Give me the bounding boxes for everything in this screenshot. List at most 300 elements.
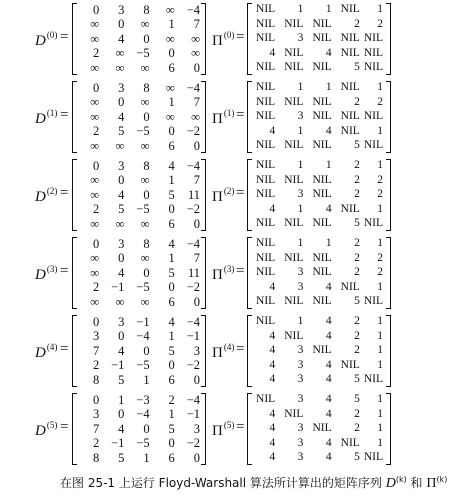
matrix-cell: −1 [186, 407, 200, 422]
matrix-cell: 5 [354, 393, 360, 406]
matrix-cell: ∞ [90, 31, 100, 46]
matrix-cell: 5 [118, 450, 125, 465]
distance-matrix-grid [76, 3, 202, 75]
matrix-cell: NIL [340, 202, 360, 215]
matrix-cell: 0 [193, 450, 200, 465]
matrix-cell: 0 [92, 80, 100, 95]
d-equals-sign: = [60, 29, 69, 45]
matrix-cell: 1 [143, 450, 150, 465]
matrix-cell: NIL [340, 124, 360, 137]
d-superscript: (4) [46, 342, 58, 352]
matrix-cell: −4 [186, 158, 200, 173]
distance-matrix-grid [76, 315, 202, 387]
matrix-cell: 0 [92, 2, 100, 17]
matrix-cell: 2 [377, 188, 383, 201]
d-symbol: D [35, 267, 46, 283]
predecessor-matrix [247, 81, 391, 153]
matrix-cell: −2 [186, 124, 200, 139]
matrix-cell: NIL [284, 139, 304, 152]
matrix-cell: 1 [377, 315, 383, 328]
matrix-cell: 5 [354, 217, 360, 230]
matrix-cell: 7 [193, 95, 200, 110]
matrix-cell: 2 [354, 266, 360, 279]
matrix-cell: 5 [354, 295, 360, 308]
matrix-cell: 4 [325, 436, 332, 449]
matrix-cell: 2 [354, 422, 360, 435]
matrix-cell: 1 [377, 422, 383, 435]
matrix-cell: 4 [269, 422, 276, 435]
matrix-cell: NIL [340, 436, 360, 449]
caption-p-symbol: Π [426, 476, 437, 491]
matrix-cell: 4 [269, 124, 276, 137]
d-symbol: D [35, 33, 46, 49]
matrix-cell: 1 [297, 202, 304, 215]
pi-symbol: Π [212, 189, 223, 205]
matrix-cell: 3 [193, 343, 200, 358]
matrix-cell: NIL [256, 266, 276, 279]
caption-text: 在图 25-1 上运行 Floyd-Warshall 算法所计算出的矩阵序列 [60, 476, 386, 490]
pi-equals-sign: = [236, 29, 245, 45]
matrix-cell: 1 [377, 344, 383, 357]
d-superscript: (3) [46, 264, 58, 274]
matrix-cell: 4 [269, 329, 276, 342]
matrix-cell: NIL [363, 217, 383, 230]
matrix-cell: ∞ [115, 294, 125, 309]
d-matrix-label [35, 342, 57, 362]
matrix-cell: ∞ [191, 46, 200, 61]
predecessor-matrix-grid [251, 81, 387, 153]
matrix-cell: NIL [340, 3, 360, 16]
pi-matrix-label [212, 342, 234, 362]
predecessor-matrix [247, 159, 391, 231]
matrix-cell: 4 [325, 451, 332, 464]
matrix-cell: 8 [92, 372, 100, 387]
matrix-cell: NIL [312, 32, 332, 45]
matrix-cell: NIL [340, 32, 360, 45]
matrix-cell: 6 [168, 216, 175, 231]
matrix-cell: −5 [136, 280, 150, 295]
d-equals-sign: = [60, 107, 69, 123]
matrix-cell: 4 [168, 236, 175, 251]
matrix-cell: 0 [118, 251, 125, 266]
matrix-cell: NIL [256, 393, 276, 406]
matrix-cell: NIL [312, 95, 332, 108]
matrix-cell: 4 [325, 280, 332, 293]
matrix-cell: NIL [256, 159, 276, 172]
pi-superscript: (3) [223, 264, 235, 274]
matrix-cell: 0 [118, 95, 125, 110]
matrix-cell: NIL [256, 81, 276, 94]
matrix-cell: 0 [193, 294, 200, 309]
matrix-cell: 4 [325, 315, 332, 328]
matrix-cell: 0 [143, 109, 150, 124]
matrix-cell: 8 [143, 2, 150, 17]
matrix-pair-5 [0, 390, 449, 466]
matrix-cell: 0 [168, 280, 175, 295]
matrix-cell: NIL [312, 110, 332, 123]
matrix-cell: 0 [168, 202, 175, 217]
matrix-cell: NIL [284, 46, 304, 59]
matrix-cell: 4 [269, 373, 276, 386]
matrix-cell: −2 [186, 280, 200, 295]
matrix-cell: 0 [193, 60, 200, 75]
matrix-cell: 1 [377, 3, 383, 16]
matrix-cell: 3 [297, 436, 304, 449]
d-symbol: D [35, 345, 46, 361]
matrix-cell: 0 [118, 173, 125, 188]
d-symbol: D [35, 189, 46, 205]
matrix-cell: 0 [143, 265, 150, 280]
distance-matrix-grid [76, 237, 202, 309]
matrix-cell: 2 [354, 188, 360, 201]
matrix-cell: NIL [312, 173, 332, 186]
matrix-cell: ∞ [140, 138, 150, 153]
pi-superscript: (0) [223, 30, 235, 40]
d-equals-sign: = [60, 185, 69, 201]
distance-matrix [72, 3, 206, 75]
matrix-cell: ∞ [90, 187, 100, 202]
matrix-cell: 3 [297, 373, 304, 386]
matrix-cell: 4 [325, 46, 332, 59]
matrix-cell: 1 [377, 407, 383, 420]
matrix-cell: 3 [297, 188, 304, 201]
matrix-cell: 1 [168, 17, 175, 32]
distance-matrix [72, 237, 206, 309]
matrix-cell: −5 [136, 358, 150, 373]
matrix-cell: NIL [256, 237, 276, 250]
matrix-cell: 5 [168, 421, 175, 436]
matrix-pair-0 [0, 0, 449, 76]
matrix-cell: 2 [354, 159, 360, 172]
matrix-cell: NIL [256, 3, 276, 16]
pi-matrix-label [212, 264, 234, 284]
matrix-cell: 1 [168, 329, 175, 344]
matrix-cell: ∞ [90, 17, 100, 32]
matrix-cell: 3 [118, 236, 125, 251]
matrix-cell: 1 [325, 159, 332, 172]
matrix-cell: 0 [118, 407, 125, 422]
matrix-cell: 0 [143, 421, 150, 436]
matrix-cell: 1 [118, 392, 125, 407]
matrix-cell: NIL [256, 217, 276, 230]
matrix-cell: 1 [297, 3, 304, 16]
matrix-cell: 2 [92, 280, 100, 295]
predecessor-matrix-grid [251, 237, 387, 309]
matrix-cell: 5 [354, 139, 360, 152]
pi-superscript: (4) [223, 342, 235, 352]
matrix-cell: 1 [377, 202, 383, 215]
matrix-cell: 8 [143, 158, 150, 173]
matrix-cell: ∞ [90, 109, 100, 124]
matrix-cell: 8 [143, 80, 150, 95]
matrix-cell: 2 [377, 251, 383, 264]
matrix-cell: 7 [193, 17, 200, 32]
d-matrix-label [35, 186, 57, 206]
matrix-cell: 2 [377, 95, 383, 108]
matrix-cell: 5 [118, 202, 125, 217]
matrix-cell: 4 [118, 187, 125, 202]
matrix-cell: NIL [363, 451, 383, 464]
caption-p-superscript: (k) [436, 475, 448, 484]
matrix-cell: 5 [354, 451, 360, 464]
matrix-cell: NIL [312, 295, 332, 308]
matrix-cell: 5 [354, 373, 360, 386]
matrix-cell: 1 [377, 159, 383, 172]
matrix-cell: 1 [325, 237, 332, 250]
matrix-cell: 1 [143, 372, 150, 387]
predecessor-matrix-grid [251, 159, 387, 231]
matrix-cell: 1 [168, 407, 175, 422]
matrix-cell: ∞ [165, 31, 175, 46]
matrix-cell: ∞ [90, 216, 100, 231]
pi-symbol: Π [212, 33, 223, 49]
matrix-cell: NIL [256, 315, 276, 328]
matrix-cell: ∞ [140, 173, 150, 188]
matrix-cell: 2 [92, 436, 100, 451]
matrix-cell: 6 [168, 294, 175, 309]
pi-symbol: Π [212, 345, 223, 361]
matrix-cell: 0 [168, 46, 175, 61]
matrix-cell: 2 [354, 95, 360, 108]
matrix-cell: −1 [136, 314, 150, 329]
matrix-cell: 4 [269, 358, 276, 371]
matrix-cell: 7 [92, 421, 100, 436]
matrix-cell: 3 [297, 280, 304, 293]
matrix-cell: 1 [377, 280, 383, 293]
matrix-cell: NIL [340, 358, 360, 371]
d-matrix-label [35, 30, 57, 50]
pi-symbol: Π [212, 111, 223, 127]
matrix-cell: ∞ [140, 251, 150, 266]
distance-matrix-grid [76, 393, 202, 465]
matrix-cell: ∞ [115, 216, 125, 231]
matrix-cell: 2 [377, 173, 383, 186]
matrix-cell: −2 [186, 202, 200, 217]
matrix-pair-1 [0, 78, 449, 154]
matrix-cell: ∞ [165, 109, 175, 124]
matrix-cell: ∞ [90, 173, 100, 188]
matrix-cell: 0 [92, 314, 100, 329]
d-equals-sign: = [60, 263, 69, 279]
matrix-cell: 2 [377, 17, 383, 30]
matrix-cell: 0 [118, 17, 125, 32]
matrix-cell: NIL [312, 139, 332, 152]
matrix-cell: 0 [193, 372, 200, 387]
d-matrix-label [35, 264, 57, 284]
matrix-cell: 3 [297, 422, 304, 435]
distance-matrix-grid [76, 159, 202, 231]
matrix-cell: NIL [363, 32, 383, 45]
matrix-cell: 3 [297, 358, 304, 371]
predecessor-matrix-grid [251, 393, 387, 465]
matrix-cell: 0 [92, 236, 100, 251]
matrix-cell: 2 [354, 329, 360, 342]
matrix-cell: NIL [284, 173, 304, 186]
matrix-cell: 1 [168, 173, 175, 188]
matrix-cell: NIL [363, 61, 383, 74]
matrix-cell: 5 [354, 61, 360, 74]
matrix-cell: −4 [186, 2, 200, 17]
matrix-cell: 4 [325, 373, 332, 386]
matrix-cell: ∞ [90, 265, 100, 280]
matrix-cell: 4 [118, 421, 125, 436]
matrix-cell: 0 [168, 436, 175, 451]
pi-equals-sign: = [236, 263, 245, 279]
matrix-cell: 5 [118, 372, 125, 387]
distance-matrix [72, 393, 206, 465]
matrix-pair-3 [0, 234, 449, 310]
d-equals-sign: = [60, 419, 69, 435]
matrix-cell: 3 [297, 344, 304, 357]
matrix-cell: NIL [284, 217, 304, 230]
pi-equals-sign: = [236, 107, 245, 123]
caption-and: 和 [406, 476, 427, 490]
matrix-cell: ∞ [140, 294, 150, 309]
matrix-cell: −4 [186, 80, 200, 95]
matrix-cell: NIL [256, 17, 276, 30]
matrix-cell: 2 [92, 124, 100, 139]
predecessor-matrix [247, 393, 391, 465]
matrix-cell: −4 [136, 329, 150, 344]
matrix-cell: 5 [168, 187, 175, 202]
pi-superscript: (1) [223, 108, 235, 118]
matrix-cell: NIL [256, 173, 276, 186]
matrix-cell: −5 [136, 436, 150, 451]
pi-superscript: (5) [223, 420, 235, 430]
matrix-cell: 4 [269, 344, 276, 357]
matrix-cell: ∞ [90, 60, 100, 75]
matrix-cell: −5 [136, 124, 150, 139]
d-matrix-label [35, 420, 57, 440]
matrix-cell: 2 [92, 202, 100, 217]
matrix-cell: 2 [354, 237, 360, 250]
matrix-cell: NIL [284, 61, 304, 74]
matrix-cell: ∞ [140, 17, 150, 32]
matrix-cell: NIL [256, 110, 276, 123]
matrix-cell: 7 [193, 173, 200, 188]
matrix-cell: 3 [193, 421, 200, 436]
matrix-cell: 1 [297, 315, 304, 328]
matrix-cell: 2 [92, 46, 100, 61]
matrix-cell: ∞ [115, 138, 125, 153]
matrix-cell: 2 [354, 173, 360, 186]
matrix-cell: 6 [168, 138, 175, 153]
matrix-cell: 5 [168, 265, 175, 280]
matrix-cell: 4 [325, 358, 332, 371]
matrix-cell: 4 [269, 436, 276, 449]
matrix-cell: 0 [92, 392, 100, 407]
matrix-cell: ∞ [115, 60, 125, 75]
matrix-cell: 5 [118, 124, 125, 139]
matrix-cell: NIL [256, 139, 276, 152]
matrix-pair-4 [0, 312, 449, 388]
matrix-cell: 3 [118, 2, 125, 17]
matrix-cell: ∞ [90, 138, 100, 153]
matrix-cell: 3 [297, 32, 304, 45]
distance-matrix [72, 159, 206, 231]
matrix-cell: 6 [168, 450, 175, 465]
matrix-cell: NIL [312, 422, 332, 435]
d-matrix-label [35, 108, 57, 128]
matrix-cell: NIL [312, 188, 332, 201]
matrix-cell: 2 [377, 266, 383, 279]
pi-equals-sign: = [236, 341, 245, 357]
pi-symbol: Π [212, 423, 223, 439]
matrix-cell: 4 [168, 158, 175, 173]
matrix-cell: 1 [377, 436, 383, 449]
matrix-cell: ∞ [140, 95, 150, 110]
distance-matrix [72, 81, 206, 153]
pi-symbol: Π [212, 267, 223, 283]
predecessor-matrix-grid [251, 315, 387, 387]
matrix-cell: 4 [118, 109, 125, 124]
matrix-cell: 4 [118, 31, 125, 46]
matrix-cell: NIL [256, 188, 276, 201]
matrix-cell: 4 [269, 46, 276, 59]
pi-matrix-label [212, 108, 234, 128]
matrix-cell: 4 [168, 314, 175, 329]
matrix-cell: 8 [143, 236, 150, 251]
predecessor-matrix [247, 315, 391, 387]
matrix-cell: NIL [312, 217, 332, 230]
matrix-cell: ∞ [191, 109, 200, 124]
matrix-cell: NIL [312, 61, 332, 74]
matrix-cell: NIL [284, 295, 304, 308]
distance-matrix-grid [76, 81, 202, 153]
matrix-cell: NIL [340, 110, 360, 123]
matrix-cell: ∞ [140, 216, 150, 231]
matrix-cell: 2 [354, 251, 360, 264]
matrix-cell: ∞ [165, 80, 175, 95]
matrix-cell: 5 [168, 343, 175, 358]
matrix-cell: −3 [136, 392, 150, 407]
matrix-cell: 6 [168, 60, 175, 75]
matrix-cell: 0 [168, 358, 175, 373]
matrix-cell: 11 [187, 187, 200, 202]
d-symbol: D [35, 111, 46, 127]
matrix-cell: 7 [193, 251, 200, 266]
matrix-cell: NIL [340, 81, 360, 94]
matrix-cell: 4 [325, 393, 332, 406]
matrix-cell: ∞ [90, 294, 100, 309]
matrix-cell: 1 [297, 81, 304, 94]
d-superscript: (1) [46, 108, 58, 118]
matrix-cell: 2 [354, 407, 360, 420]
matrix-cell: 4 [325, 124, 332, 137]
matrix-cell: 2 [168, 392, 175, 407]
pi-matrix-label [212, 420, 234, 440]
matrix-cell: 4 [118, 265, 125, 280]
matrix-cell: NIL [256, 95, 276, 108]
matrix-cell: NIL [284, 95, 304, 108]
matrix-cell: NIL [284, 17, 304, 30]
pi-equals-sign: = [236, 185, 245, 201]
matrix-cell: NIL [340, 280, 360, 293]
d-equals-sign: = [60, 341, 69, 357]
matrix-cell: 1 [377, 393, 383, 406]
matrix-cell: 11 [187, 265, 200, 280]
predecessor-matrix [247, 3, 391, 75]
d-superscript: (0) [46, 30, 58, 40]
matrix-cell: NIL [363, 110, 383, 123]
matrix-cell: −2 [186, 358, 200, 373]
matrix-cell: NIL [312, 17, 332, 30]
matrix-cell: 1 [297, 159, 304, 172]
matrix-cell: 0 [143, 343, 150, 358]
matrix-cell: NIL [312, 251, 332, 264]
caption-d-symbol: D [385, 476, 396, 491]
matrix-cell: 3 [92, 407, 100, 422]
